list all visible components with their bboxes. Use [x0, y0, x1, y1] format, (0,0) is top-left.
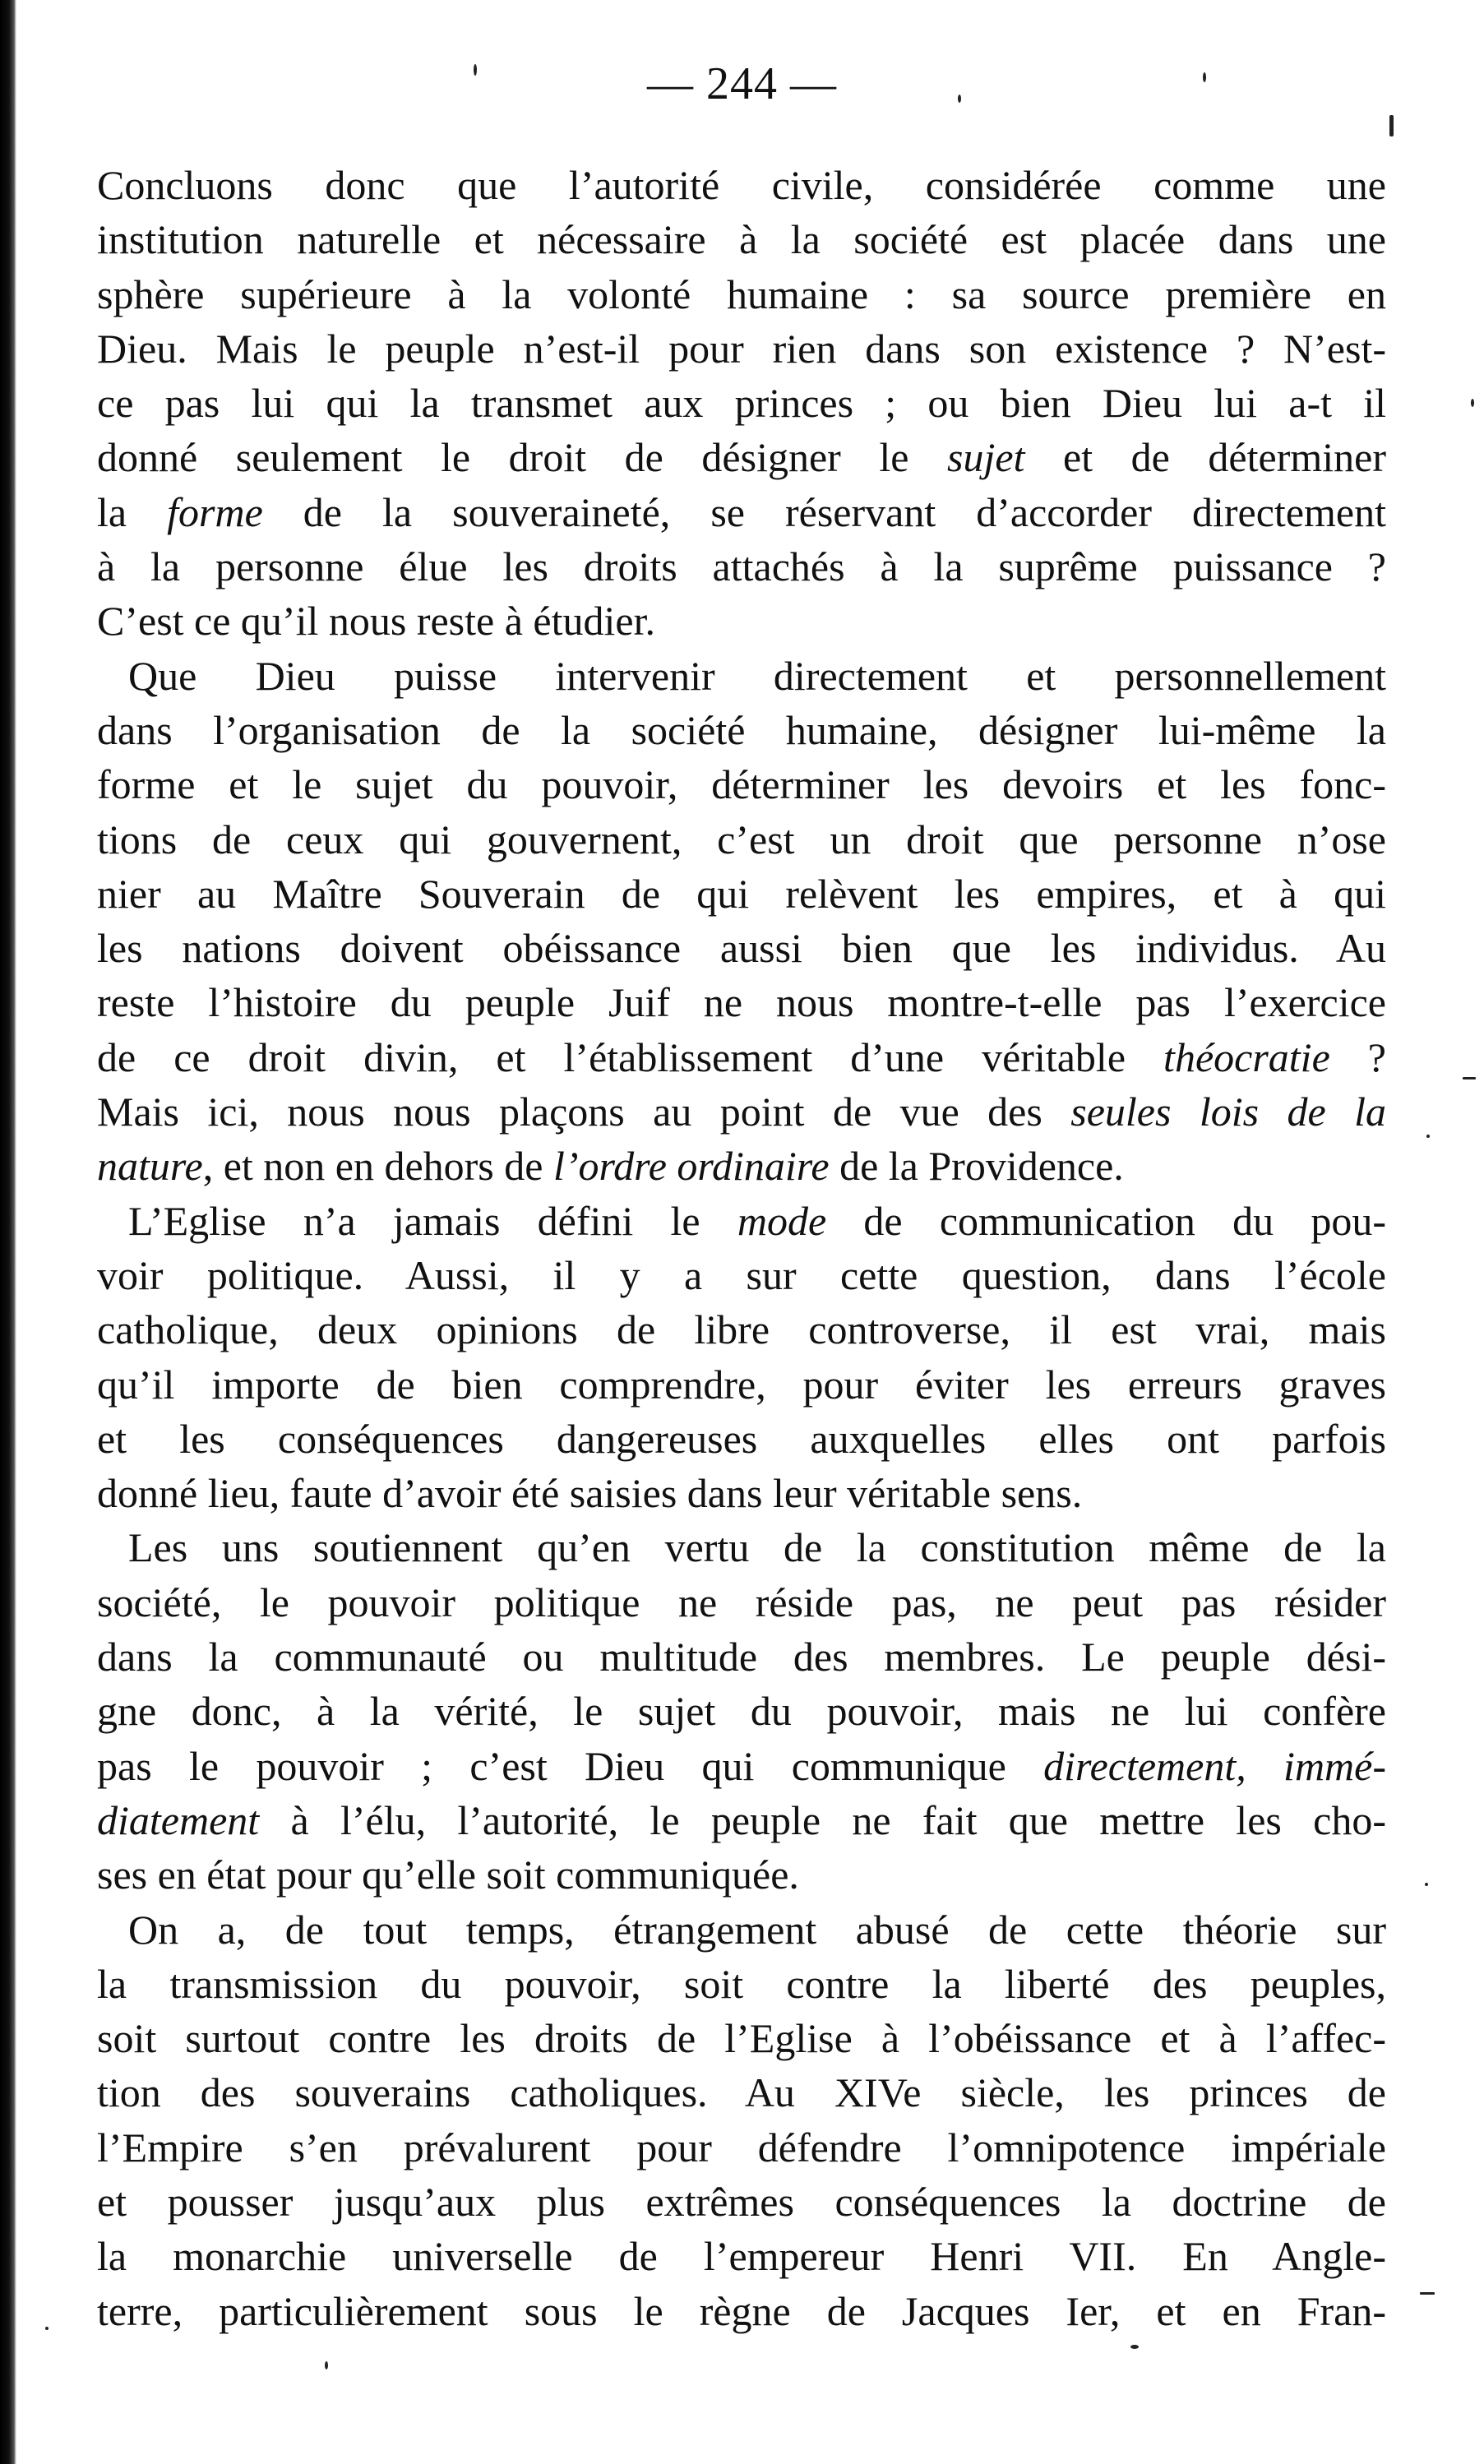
text-segment: qu’il importe de bien comprendre, pour éviter les erreurs graves [97, 1361, 1386, 1408]
body-text [97, 158, 1386, 2338]
text-line [97, 158, 1386, 212]
italic-text: diatement [97, 1796, 260, 1843]
scan-speck [1463, 1077, 1476, 1079]
text-line [97, 812, 1386, 867]
text-line [97, 649, 1386, 703]
text-segment: la [97, 488, 168, 535]
text-segment: institution naturelle et nécessaire à la société est placée dans une [97, 216, 1386, 263]
text-segment: L’Eglise n’a jamais défini le [128, 1197, 737, 1244]
italic-text: mode [737, 1197, 827, 1244]
text-line [97, 2284, 1386, 2338]
text-line [97, 2120, 1386, 2175]
text-segment: On a, de tout temps, étrangement abusé de cette théorie sur [128, 1906, 1386, 1953]
text-line [97, 1739, 1386, 1793]
text-line [97, 2011, 1386, 2065]
text-segment: dans la communauté ou multitude des membres. Le peuple dési- [97, 1634, 1386, 1680]
text-line [97, 1793, 1386, 1847]
scan-speck [325, 2361, 328, 2369]
text-segment: de la Providence. [829, 1143, 1124, 1190]
text-line [97, 2065, 1386, 2120]
text-line [97, 1412, 1386, 1466]
text-line [97, 1357, 1386, 1412]
text-segment: donné lieu, faute d’avoir été saisies dans leur véritable sens. [97, 1470, 1083, 1517]
text-line [97, 757, 1386, 811]
italic-text: sujet [947, 434, 1025, 481]
scan-speck [1426, 1135, 1430, 1138]
text-line [97, 975, 1386, 1029]
text-line [97, 1248, 1386, 1302]
text-segment: de la souveraineté, se réservant d’accorder directement [262, 488, 1386, 535]
text-segment: Mais ici, nous nous plaçons au point de vue des [97, 1089, 1071, 1135]
text-line [97, 1957, 1386, 2011]
text-segment: C’est ce qu’il nous reste à étudier. [97, 598, 655, 645]
text-segment: pas le pouvoir ; c’est Dieu qui communique [97, 1742, 1044, 1789]
text-line [97, 485, 1386, 539]
text-segment: l’Empire s’en prévalurent pour défendre l’omnipotence impériale [97, 2124, 1386, 2170]
scan-speck [45, 2327, 49, 2330]
text-segment: à la personne élue les droits attachés à la suprême puissance ? [97, 543, 1386, 590]
text-segment: dans l’organisation de la société humaine, désigner lui-même la [97, 706, 1386, 753]
text-segment: Concluons donc que l’autorité civile, considérée comme une [97, 162, 1386, 208]
scan-speck [1471, 399, 1474, 407]
page-number: — 244 — [647, 58, 837, 109]
text-segment: ses en état pour qu’elle soit communiquée. [97, 1851, 799, 1898]
text-line [97, 1630, 1386, 1684]
text-segment: et les conséquences dangereuses auxquelles elles ont parfois [97, 1415, 1386, 1462]
text-segment: les nations doivent obéissance aussi bien que les individus. Au [97, 925, 1386, 972]
scan-speck [474, 64, 477, 76]
text-line [97, 1902, 1386, 1957]
scan-speck [1420, 2292, 1435, 2295]
text-line [97, 376, 1386, 430]
italic-text: nature [97, 1143, 203, 1190]
text-line [97, 1520, 1386, 1574]
text-segment: voir politique. Aussi, il y a sur cette question, dans l’école [97, 1251, 1386, 1298]
text-line [97, 212, 1386, 266]
text-line [97, 1684, 1386, 1738]
italic-text: forme [167, 488, 263, 535]
text-segment: soit surtout contre les droits de l’Eglise à l’obéissance et à l’affec- [97, 2015, 1386, 2062]
scan-speck [1389, 115, 1394, 136]
text-segment: ? [1329, 1033, 1386, 1080]
text-line [97, 1466, 1386, 1520]
text-segment: reste l’histoire du peuple Juif ne nous montre-t-elle pas l’exercice [97, 979, 1386, 1026]
scan-speck [1130, 2345, 1139, 2349]
text-segment: à l’élu, l’autorité, le peuple ne fait que mettre les cho- [259, 1796, 1386, 1843]
text-segment: gne donc, à la vérité, le sujet du pouvoir, mais ne lui confère [97, 1688, 1386, 1735]
text-segment: la transmission du pouvoir, soit contre la liberté des peuples, [97, 1960, 1386, 2007]
text-segment: , et non en dehors de [202, 1143, 553, 1190]
text-line [97, 1575, 1386, 1630]
text-line [97, 921, 1386, 975]
text-segment: et pousser jusqu’aux plus extrêmes conséquences la doctrine de [97, 2178, 1386, 2225]
text-segment: terre, particulièrement sous le règne de Jacques Ier, et en Fran- [97, 2287, 1386, 2334]
scan-speck [1425, 1883, 1428, 1886]
text-segment: société, le pouvoir politique ne réside pas, ne peut pas résider [97, 1579, 1386, 1625]
text-line [97, 2175, 1386, 2229]
text-segment: Que Dieu puisse intervenir directement et personnellement [128, 652, 1386, 699]
italic-text: théocratie [1163, 1033, 1330, 1080]
text-segment: Les uns soutiennent qu’en vertu de la constitution même de la [128, 1524, 1386, 1571]
text-segment: donné seulement le droit de désigner le [97, 434, 948, 481]
text-segment: nier au Maître Souverain de qui relèvent les empires, et à qui [97, 870, 1386, 917]
text-line [97, 1030, 1386, 1084]
text-line [97, 1084, 1386, 1139]
text-segment: ce pas lui qui la transmet aux princes ; ou bien Dieu lui a-t il [97, 380, 1386, 427]
text-line [97, 1139, 1386, 1193]
text-segment: tion des souverains catholiques. Au XIVe siècle, les princes de [97, 2069, 1386, 2116]
italic-text: directement, immé- [1043, 1742, 1386, 1789]
text-line [97, 321, 1386, 376]
text-segment: Dieu. Mais le peuple n’est-il pour rien dans son existence ? N’est- [97, 325, 1386, 372]
scan-speck [958, 95, 961, 103]
scan-speck [1203, 72, 1206, 82]
text-line [97, 2229, 1386, 2283]
text-line [97, 867, 1386, 921]
text-line [97, 430, 1386, 484]
text-segment: sphère supérieure à la volonté humaine : sa source première en [97, 270, 1386, 317]
text-line [97, 1194, 1386, 1248]
text-line [97, 1847, 1386, 1902]
text-line [97, 703, 1386, 757]
italic-text: l’ordre ordinaire [552, 1143, 830, 1190]
italic-text: seules lois de la [1070, 1089, 1386, 1135]
text-segment: de communication du pou- [826, 1197, 1386, 1244]
text-segment: catholique, deux opinions de libre controverse, il est vrai, mais [97, 1306, 1386, 1353]
scan-binding-edge [0, 0, 16, 2464]
text-line [97, 594, 1386, 648]
text-segment: la monarchie universelle de l’empereur Henri VII. En Angle- [97, 2233, 1386, 2280]
text-segment: de ce droit divin, et l’établissement d’une véritable [97, 1033, 1164, 1080]
text-line [97, 1302, 1386, 1357]
text-segment: forme et le sujet du pouvoir, déterminer les devoirs et les fonc- [97, 761, 1386, 808]
text-segment: et de déterminer [1024, 434, 1386, 481]
text-line [97, 539, 1386, 594]
text-segment: tions de ceux qui gouvernent, c’est un droit que personne n’ose [97, 816, 1386, 862]
text-line [97, 267, 1386, 321]
